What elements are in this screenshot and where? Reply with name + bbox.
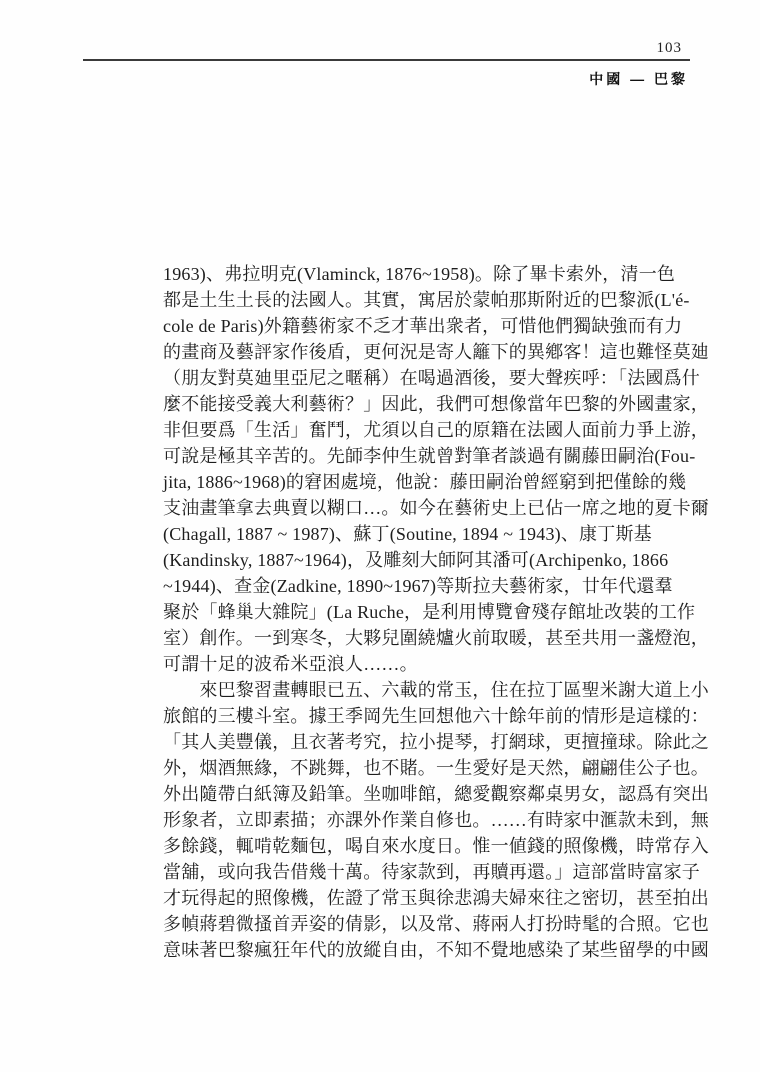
body-line: 旅館的三樓斗室。據王季岡先生回想他六十餘年前的情形是這樣的： [163, 706, 709, 726]
body-line: 形象者，立即素描；亦課外作業自修也。……有時家中滙款未到，無 [163, 810, 709, 830]
body-line: 室）創作。一到寒冬，大夥兒圍繞爐火前取暖，甚至共用一盞燈泡， [163, 628, 709, 648]
body-line: 多幀蔣碧微搔首弄姿的倩影，以及常、蔣兩人打扮時髦的合照。它也 [163, 914, 709, 934]
body-line: jita, 1886~1968)的窘困處境，他說：藤田嗣治曾經窮到把僅餘的幾 [163, 472, 687, 492]
body-line: 支油畫筆拿去典賣以糊口…。如今在藝術史上已佔一席之地的夏卡爾 [163, 498, 709, 518]
body-line: cole de Paris)外籍藝術家不乏才華出衆者，可惜他們獨缺強而有力 [163, 316, 683, 336]
body-line: (Chagall, 1887 ~ 1987)、蘇丁(Soutine, 1894 ~ 1943)、康丁斯基 [163, 524, 652, 544]
body-line: 才玩得起的照像機，佐證了常玉與徐悲鴻夫婦來往之密切，甚至拍出 [163, 888, 709, 908]
body-line: 多餘錢，輒啃乾麵包，喝自來水度日。惟一値錢的照像機，時常存入 [163, 836, 709, 856]
body-line: （朋友對莫廸里亞尼之暱稱）在喝過酒後，要大聲疾呼：「法國爲什 [163, 368, 700, 388]
body-line: (Kandinsky, 1887~1964)，及雕刻大師阿其潘可(Archipenko, 1866 [163, 550, 669, 570]
running-head: 中國 — 巴黎 [589, 71, 688, 87]
body-line: 都是土生土長的法國人。其實，寓居於蒙帕那斯附近的巴黎派(L'é- [163, 290, 690, 310]
body-line: 來巴黎習畫轉眼已五、六載的常玉，住在拉丁區聖米謝大道上小 [163, 680, 709, 700]
body-line: 意味著巴黎瘋狂年代的放縱自由，不知不覺地感染了某些留學的中國 [163, 940, 709, 960]
body-line: 聚於「蜂巢大雜院」(La Ruche，是利用博覽會殘存館址改裝的工作 [163, 602, 696, 622]
body-line: 當舖，或向我告借幾十萬。待家款到，再贖再還。」這部當時富家子 [163, 862, 700, 882]
body-line: 1963)、弗拉明克(Vlaminck, 1876~1958)。除了畢卡索外，清一色 [163, 264, 676, 284]
header-rule [83, 59, 690, 61]
body-line: 「其人美豐儀，且衣著考究，拉小提琴，打網球，更擅撞球。除此之 [163, 732, 709, 752]
body-line: 外，烟酒無緣，不跳舞，也不賭。一生愛好是天然，翩翩佳公子也。 [163, 758, 709, 778]
body-line: 麼不能接受義大利藝術？」因此，我們可想像當年巴黎的外國畫家， [163, 394, 709, 414]
body-line: 非但要爲「生活」奮鬥，尤須以自己的原籍在法國人面前力爭上游， [163, 420, 709, 440]
body-line: 可說是極其辛苦的。先師李仲生就曾對筆者談過有關藤田嗣治(Fou- [163, 446, 696, 466]
page-number: 103 [656, 40, 682, 56]
body-line: 外出隨帶白紙簿及鉛筆。坐咖啡館，總愛觀察鄰桌男女，認爲有突出 [163, 784, 709, 804]
body-line: 可謂十足的波希米亞浪人……。 [163, 654, 418, 674]
body-line: ~1944)、查金(Zadkine, 1890~1967)等斯拉夫藝術家，廿年代還羣 [163, 576, 673, 596]
body-line: 的畫商及藝評家作後盾，更何況是寄人籬下的異鄕客！這也難怪莫廸 [163, 342, 709, 362]
body-text [163, 261, 711, 963]
